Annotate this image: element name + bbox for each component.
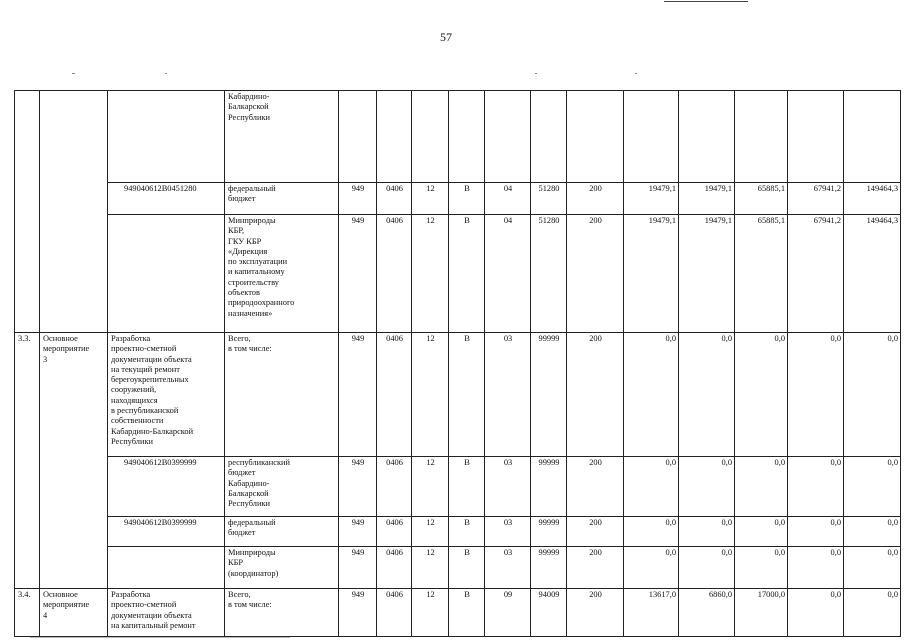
grbs-code: 949 <box>339 457 377 517</box>
budget-code <box>108 215 225 333</box>
grbs-code: 949 <box>339 183 377 215</box>
year-amount: 0,0 <box>788 333 844 457</box>
year-amount: 19479,1 <box>624 183 679 215</box>
year-amount: 0,0 <box>735 333 788 457</box>
section-code: 0406 <box>377 547 412 589</box>
subprogram-code: В <box>449 547 485 589</box>
year-amount: 0,0 <box>788 589 844 637</box>
year-amount <box>735 91 788 183</box>
event-code: 04 <box>485 215 531 333</box>
expense-type-code: 200 <box>567 457 624 517</box>
event-name: Основное мероприятие 4 <box>40 589 108 637</box>
year-amount: 0,0 <box>735 517 788 547</box>
program-code: 12 <box>412 457 449 517</box>
grbs-code: 949 <box>339 215 377 333</box>
subprogram-code: В <box>449 183 485 215</box>
funding-source: Всего, в том числе: <box>225 589 339 637</box>
subprogram-code: В <box>449 333 485 457</box>
event-code: 03 <box>485 517 531 547</box>
budget-code: 949040612В0399999 <box>108 457 225 517</box>
funding-source: Кабардино- Балкарской Республики <box>225 91 339 183</box>
expense-type-code: 200 <box>567 547 624 589</box>
table-row <box>15 589 901 637</box>
year-amount: 0,0 <box>735 457 788 517</box>
grbs-code <box>339 91 377 183</box>
direction-code: 99999 <box>531 457 567 517</box>
direction-code: 99999 <box>531 517 567 547</box>
description <box>108 91 225 183</box>
funding-source: республиканский бюджет Кабардино- Балкарской Республики <box>225 457 339 517</box>
year-amount: 0,0 <box>788 457 844 517</box>
section-code: 0406 <box>377 589 412 637</box>
expense-type-code: 200 <box>567 333 624 457</box>
event-code: 03 <box>485 547 531 589</box>
year-amount: 0,0 <box>624 333 679 457</box>
program-code: 12 <box>412 333 449 457</box>
expense-type-code: 200 <box>567 183 624 215</box>
program-code: 12 <box>412 517 449 547</box>
table-row <box>15 517 901 547</box>
funding-source: Минприроды КБР, ГКУ КБР «Дирекция по эксплуатации и капитальному строительству объектов природоохранного назначения» <box>225 215 339 333</box>
subprogram-code <box>449 91 485 183</box>
section-code: 0406 <box>377 457 412 517</box>
year-amount <box>679 91 735 183</box>
direction-code: 94009 <box>531 589 567 637</box>
table-row <box>15 333 901 457</box>
year-amount: 17000,0 <box>735 589 788 637</box>
year-amount: 65885,1 <box>735 183 788 215</box>
table-row <box>15 183 901 215</box>
year-amount: 19479,1 <box>679 215 735 333</box>
row-number: 3.4. <box>15 589 40 637</box>
year-amount: 149464,3 <box>844 183 901 215</box>
page-number: 57 <box>440 30 452 44</box>
subprogram-code: В <box>449 215 485 333</box>
grbs-code: 949 <box>339 517 377 547</box>
year-amount: 0,0 <box>844 517 901 547</box>
program-code: 12 <box>412 589 449 637</box>
budget-table <box>14 90 901 637</box>
section-code <box>377 91 412 183</box>
year-amount: 0,0 <box>788 517 844 547</box>
grbs-code: 949 <box>339 547 377 589</box>
direction-code: 99999 <box>531 547 567 589</box>
program-code: 12 <box>412 215 449 333</box>
subprogram-code: В <box>449 589 485 637</box>
budget-code: 949040612В0399999 <box>108 517 225 547</box>
direction-code: 51280 <box>531 215 567 333</box>
table-row <box>15 91 901 183</box>
row-number: 3.3. <box>15 333 40 589</box>
program-code: 12 <box>412 547 449 589</box>
program-code: 12 <box>412 183 449 215</box>
event-code: 03 <box>485 333 531 457</box>
section-code: 0406 <box>377 333 412 457</box>
direction-code <box>531 91 567 183</box>
year-amount: 19479,1 <box>624 215 679 333</box>
funding-source: федеральный бюджет <box>225 183 339 215</box>
description: Разработка проектно-сметной документации объекта на текущий ремонт берегоукрепительных сооружений, находящихся в республиканской собственности Кабардино-Балкарской Республики <box>108 333 225 457</box>
grbs-code: 949 <box>339 333 377 457</box>
year-amount: 67941,2 <box>788 215 844 333</box>
event-code <box>485 91 531 183</box>
expense-type-code <box>567 91 624 183</box>
year-amount: 0,0 <box>844 589 901 637</box>
year-amount: 19479,1 <box>679 183 735 215</box>
expense-type-code: 200 <box>567 589 624 637</box>
funding-source: Минприроды КБР (координатор) <box>225 547 339 589</box>
year-amount <box>624 91 679 183</box>
year-amount: 13617,0 <box>624 589 679 637</box>
table-row <box>15 457 901 517</box>
year-amount: 0,0 <box>679 333 735 457</box>
year-amount: 0,0 <box>844 547 901 589</box>
event-code: 09 <box>485 589 531 637</box>
year-amount: 0,0 <box>679 547 735 589</box>
year-amount: 149464,3 <box>844 215 901 333</box>
section-code: 0406 <box>377 517 412 547</box>
year-amount: 0,0 <box>679 517 735 547</box>
year-amount: 67941,2 <box>788 183 844 215</box>
section-code: 0406 <box>377 215 412 333</box>
grbs-code: 949 <box>339 589 377 637</box>
year-amount <box>788 91 844 183</box>
year-amount: 0,0 <box>788 547 844 589</box>
expense-type-code: 200 <box>567 517 624 547</box>
row-number <box>15 91 40 333</box>
section-code: 0406 <box>377 183 412 215</box>
subprogram-code: В <box>449 517 485 547</box>
budget-code <box>108 547 225 589</box>
description: Разработка проектно-сметной документации объекта на капитальный ремонт <box>108 589 225 637</box>
table-row <box>15 215 901 333</box>
year-amount: 0,0 <box>624 457 679 517</box>
year-amount: 0,0 <box>624 517 679 547</box>
year-amount <box>844 91 901 183</box>
direction-code: 99999 <box>531 333 567 457</box>
expense-type-code: 200 <box>567 215 624 333</box>
year-amount: 0,0 <box>624 547 679 589</box>
event-name <box>40 91 108 333</box>
subprogram-code: В <box>449 457 485 517</box>
table-row <box>15 547 901 589</box>
year-amount: 0,0 <box>735 547 788 589</box>
funding-source: Всего, в том числе: <box>225 333 339 457</box>
year-amount: 0,0 <box>844 333 901 457</box>
budget-code: 949040612В0451280 <box>108 183 225 215</box>
event-code: 04 <box>485 183 531 215</box>
direction-code: 51280 <box>531 183 567 215</box>
event-code: 03 <box>485 457 531 517</box>
funding-source: федеральный бюджет <box>225 517 339 547</box>
event-name: Основное мероприятие 3 <box>40 333 108 589</box>
year-amount: 0,0 <box>844 457 901 517</box>
program-code <box>412 91 449 183</box>
year-amount: 0,0 <box>679 457 735 517</box>
year-amount: 6860,0 <box>679 589 735 637</box>
year-amount: 65885,1 <box>735 215 788 333</box>
